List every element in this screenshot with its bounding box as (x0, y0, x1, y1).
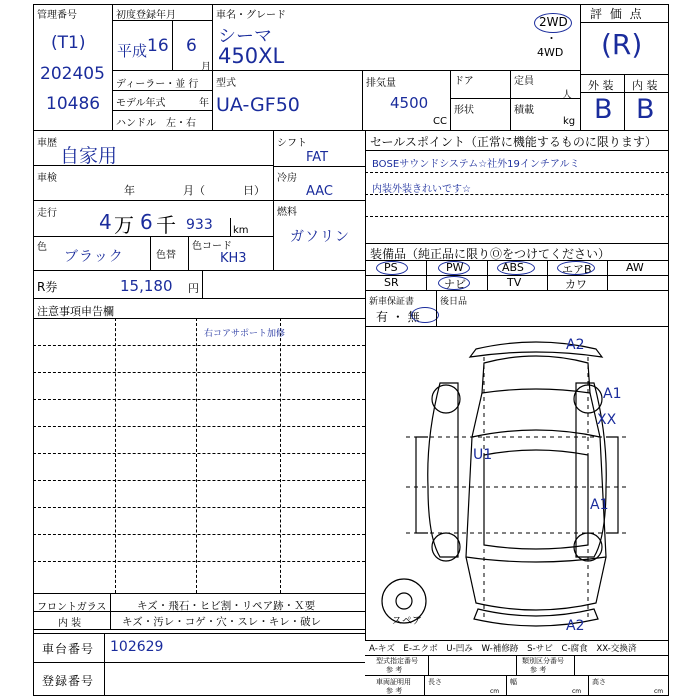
inspection-label: 車検 (37, 173, 57, 184)
load-label: 積載 (514, 105, 534, 116)
class-ref: 参 考 (530, 666, 547, 674)
ac-value: AAC (306, 184, 333, 199)
shift-label: シフト (277, 138, 307, 149)
length-label: 長さ (428, 678, 442, 686)
mileage-man: 万 (114, 213, 134, 237)
equip-airbag: エアB (562, 263, 592, 276)
drive-4wd: 4WD (537, 46, 564, 59)
equip-pw: PW (446, 261, 464, 274)
color-label: 色 (37, 242, 47, 253)
later-label: 後日品 (440, 297, 468, 307)
equip-leather: カワ (565, 278, 587, 291)
registration-label: 登録番号 (42, 674, 95, 688)
height-label: 高さ (592, 678, 606, 686)
equip-tv: TV (507, 276, 522, 289)
person-unit: 人 (562, 90, 572, 101)
damage-mark-4: U1 (473, 447, 493, 463)
equip-aw: AW (626, 261, 644, 274)
drive-2wd: 2WD (539, 15, 568, 29)
equip-pw-circle (438, 261, 470, 275)
kanri-label: 管理番号 (37, 10, 77, 21)
length-unit: cm (490, 688, 500, 695)
type-spec-ref: 参 考 (386, 666, 403, 674)
recycle-fee: 15,180 (120, 277, 173, 295)
insp-month: 月（ (183, 184, 205, 197)
interior-label: 内 装 (58, 618, 82, 629)
front-glass-value: キズ・飛石・ヒビ割・リペア跡・Ｘ要 (137, 600, 316, 612)
disp-label: 排気量 (366, 78, 396, 89)
equip-navi-circle (438, 276, 470, 290)
displacement: 4500 (390, 94, 429, 112)
insp-year: 年 (124, 184, 135, 197)
class-label: 類別区分番号 (522, 657, 564, 665)
ext-grade: B (594, 94, 613, 125)
insp-day: 日） (243, 184, 265, 197)
km-unit: km (233, 225, 249, 236)
warranty-label: 新車保証書 (369, 297, 415, 307)
sales-line-2: 内装外装きれいです☆ (372, 184, 471, 195)
history-label: 車歴 (37, 138, 57, 149)
capacity-label: 定員 (514, 76, 534, 87)
car-grade: 450XL (218, 44, 285, 68)
dealer-label: ディーラー・並 行 (116, 79, 199, 90)
width-label: 幅 (510, 678, 517, 686)
reg-year: 16 (147, 36, 169, 56)
height-unit: cm (654, 688, 664, 695)
reg-month: 6 (186, 36, 197, 56)
damage-mark-3: XX (597, 412, 617, 428)
cert-ref: 参 考 (386, 687, 403, 695)
kanri-t: (T1) (51, 33, 86, 53)
damage-mark-2: A1 (603, 386, 622, 402)
sales-title: セールスポイント（正常に機能するものに限ります） (370, 135, 657, 149)
model-year-unit: 年 (199, 98, 209, 109)
ext-label: 外 装 (588, 79, 614, 92)
month-unit: 月 (201, 62, 211, 73)
door-label: ドア (454, 76, 474, 87)
warranty-none-circle (411, 307, 439, 323)
car-damage-diagram (366, 327, 668, 639)
type-label: 型式 (216, 78, 236, 89)
damage-mark-1: A2 (566, 337, 585, 353)
mileage-man-num: 4 (99, 210, 112, 234)
name-label: 車名・グレード (216, 10, 286, 21)
yen-unit: 円 (188, 282, 199, 295)
shape-label: 形状 (454, 105, 474, 116)
int-grade: B (636, 94, 655, 125)
equip-navi: ナビ (444, 278, 466, 291)
eval-score: (R) (601, 28, 643, 61)
color-change-label: 色替 (156, 250, 176, 261)
chassis-number: 102629 (110, 639, 164, 655)
equip-ps: PS (384, 261, 398, 274)
notes-title: 注意事項申告欄 (37, 305, 114, 318)
damage-legend: A-キズ E-エクボ U-凹み W-補修跡 S-サビ C-腐食 XX-交換済 (369, 644, 637, 654)
sales-line-1: BOSEサウンドシステム☆社外19インチアルミ (372, 159, 580, 170)
color-code-label: 色コード (192, 241, 232, 252)
spare-label: スペア (392, 616, 422, 627)
color-code: KH3 (220, 251, 247, 266)
fuel-label: 燃料 (277, 207, 297, 218)
damage-mark-5: A1 (590, 497, 609, 513)
int-label: 内 装 (632, 79, 658, 92)
model-year-label: モデル年式 (116, 98, 166, 109)
width-unit: cm (572, 688, 582, 695)
damage-mark-6: A2 (566, 618, 585, 634)
shift-value: FAT (306, 150, 329, 165)
handle-label: ハンドル 左・右 (116, 118, 196, 129)
shodo-label: 初度登録年月 (116, 10, 176, 21)
interior-value: キズ・汚レ・コゲ・穴・スレ・キレ・破レ (122, 616, 322, 628)
kanri-number-1: 202405 (40, 64, 105, 84)
warranty-value: 有 ・ 無 (376, 310, 420, 324)
front-glass-label: フロントガラス (37, 602, 107, 613)
era: 平成 (117, 42, 148, 60)
cert-label: 車両証明用 (376, 678, 411, 686)
fuel-value: ガソリン (290, 229, 350, 245)
cc-unit: CC (433, 116, 447, 127)
equip-airbag-circle (557, 261, 595, 275)
equip-sr: SR (384, 276, 399, 289)
equip-abs-circle (497, 261, 535, 275)
drive-dot: ・ (546, 32, 557, 45)
equip-ps-circle (376, 261, 408, 275)
notes-line-1: 右コアサポート加修 (204, 329, 286, 339)
mileage-sen: 千 (156, 213, 176, 237)
equipment-title: 装備品（純正品に限りⓄをつけてください） (370, 247, 611, 261)
car-name: シーマ (218, 26, 272, 47)
color-value: ブラック (64, 249, 124, 265)
type-spec-label: 型式指定番号 (376, 657, 418, 665)
ac-label: 冷房 (277, 173, 297, 184)
model-code: UA-GF50 (216, 94, 300, 116)
history-value: 自家用 (60, 145, 118, 167)
mileage-label: 走行 (37, 208, 57, 219)
recycle-label: R券 (37, 280, 58, 294)
equip-abs: ABS (502, 261, 524, 274)
eval-label: 評 価 点 (590, 7, 644, 21)
kanri-number-2: 10486 (46, 94, 101, 114)
mileage-rest: 933 (186, 217, 213, 233)
mileage-sen-num: 6 (140, 210, 153, 234)
chassis-label: 車台番号 (42, 642, 95, 656)
kg-unit: kg (563, 116, 576, 127)
